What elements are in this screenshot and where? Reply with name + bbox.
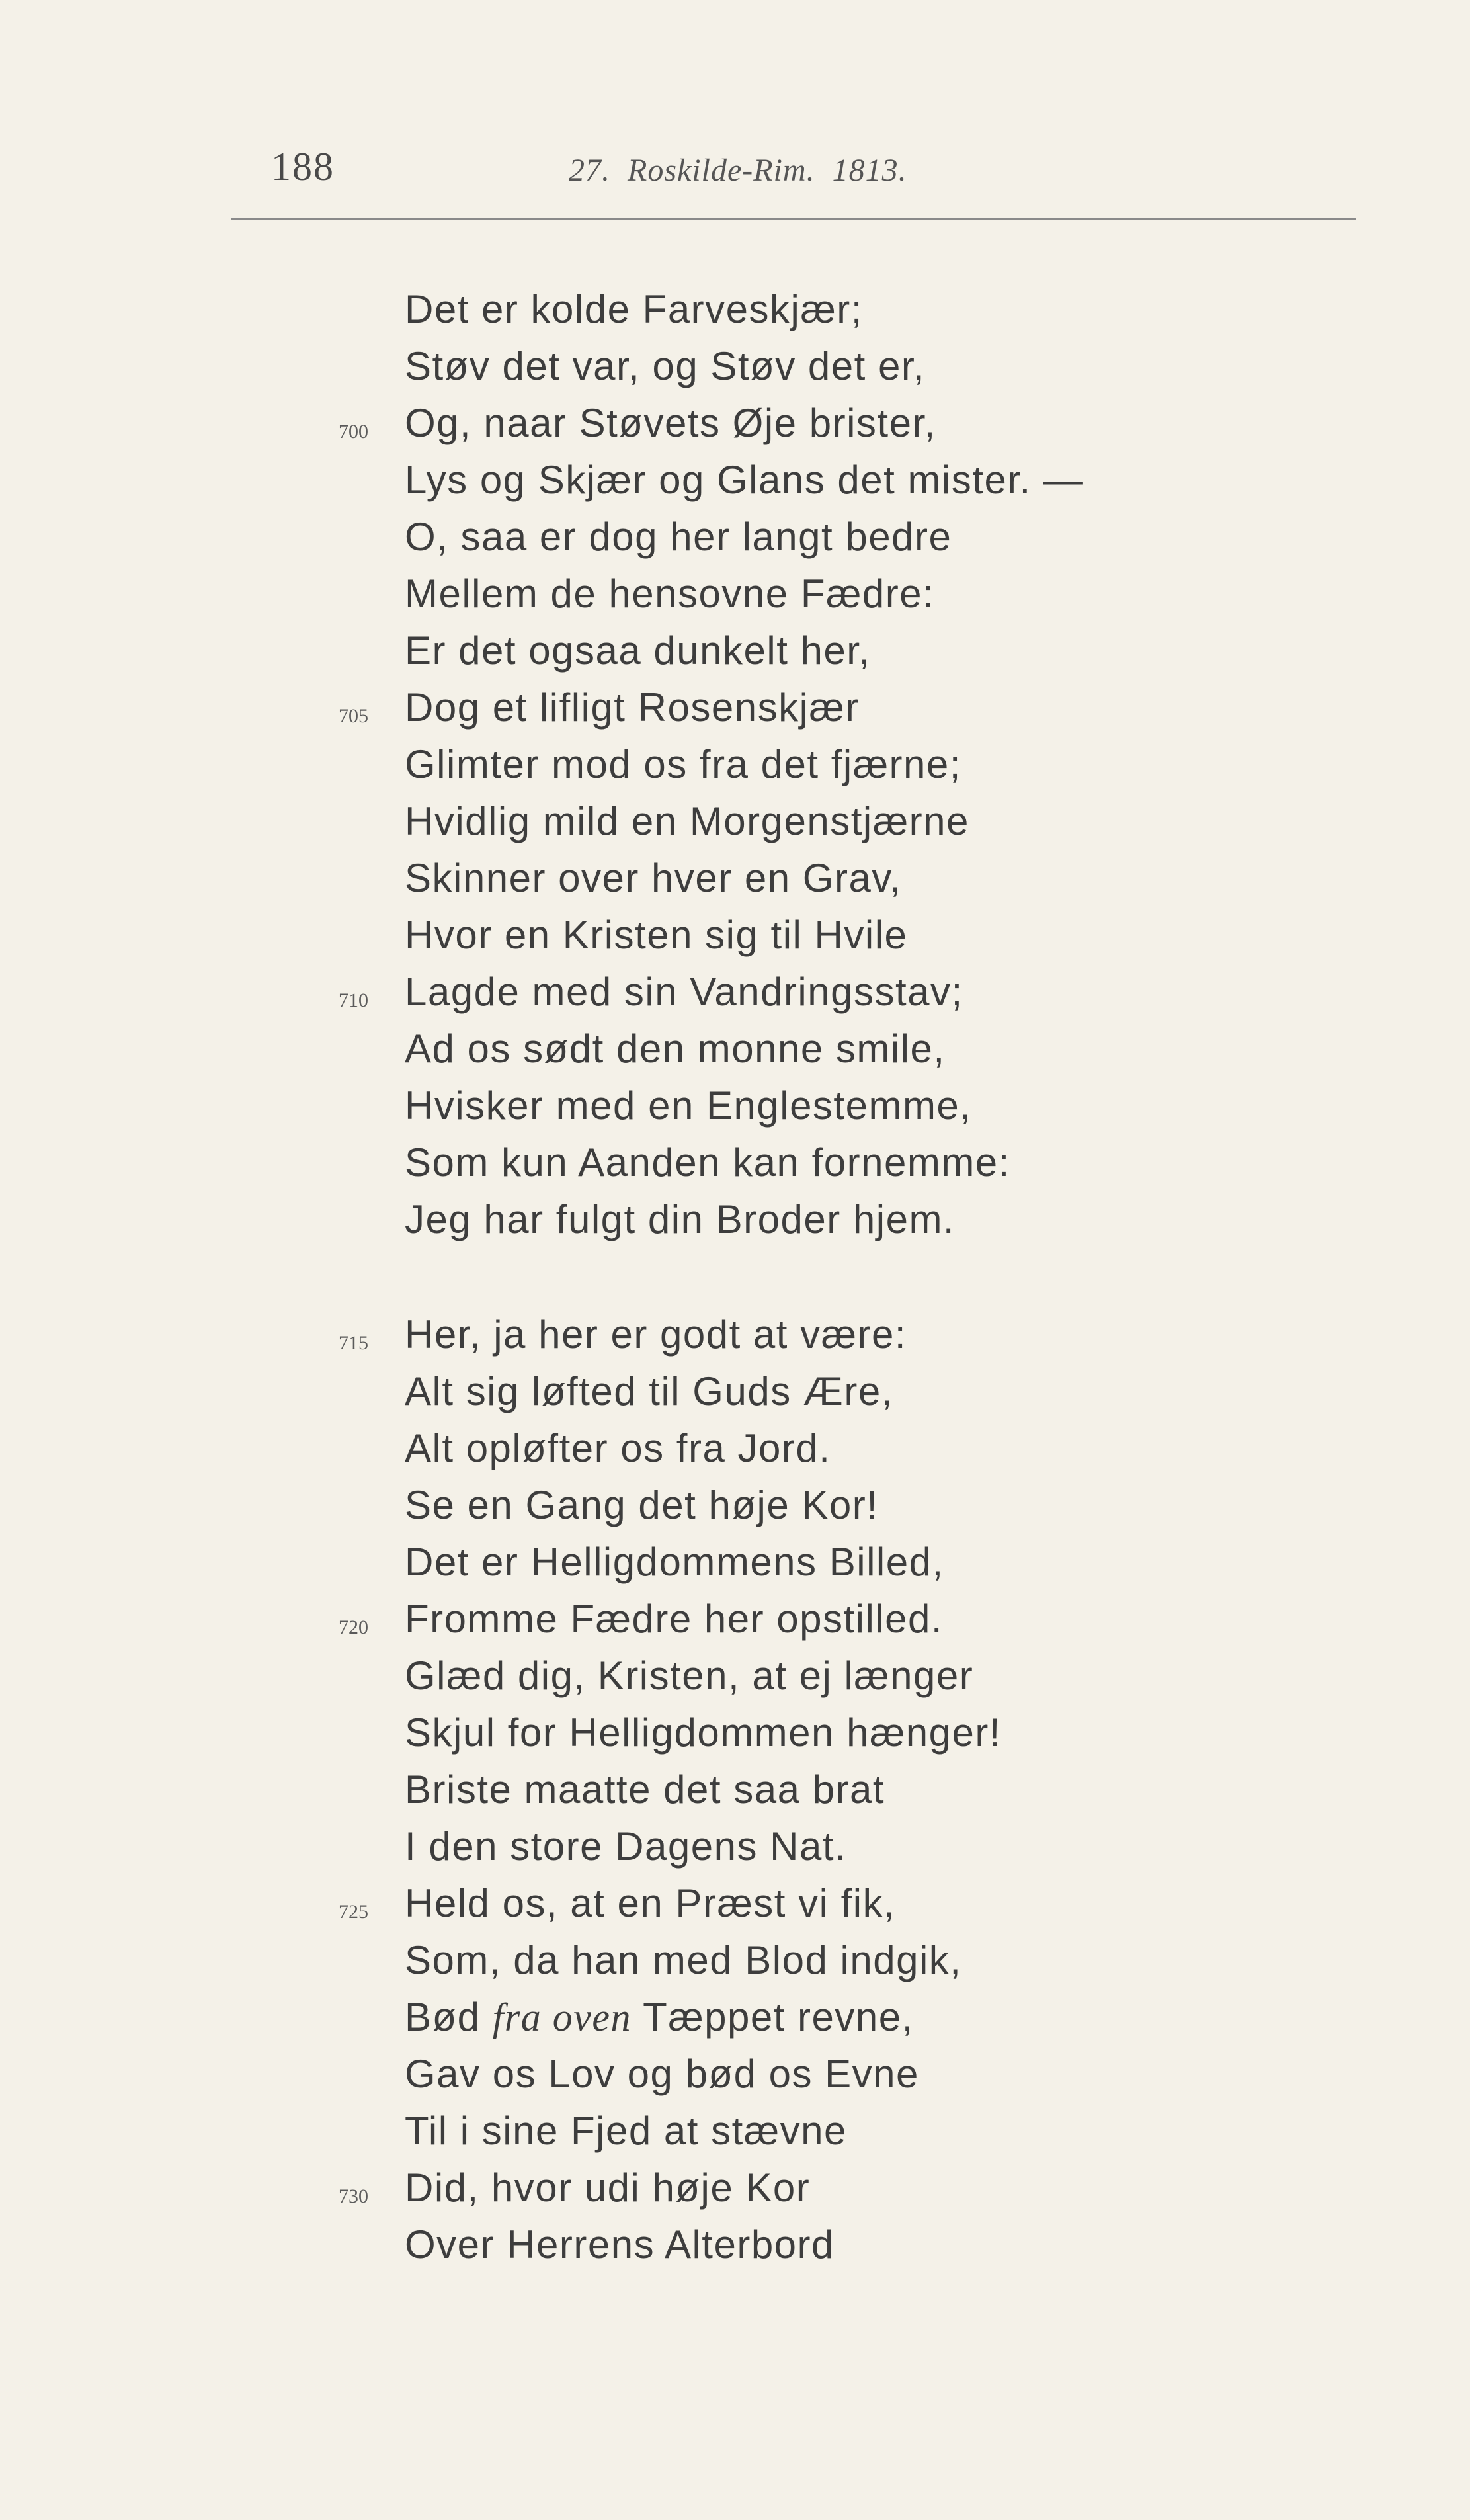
verse-line: Ad os sødt den monne smile,: [405, 1027, 946, 1071]
verse-line: Briste maatte det saa brat: [405, 1767, 885, 1812]
verse-line: Hvisker med en Englestemme,: [405, 1083, 972, 1128]
verse-line: Fromme Fædre her opstilled.: [405, 1597, 944, 1641]
verse-line: Det er kolde Farveskjær;: [405, 287, 863, 331]
verse-line: Og, naar Støvets Øje brister,: [405, 401, 936, 445]
verse-line: Hvidlig mild en Morgenstjærne: [405, 799, 969, 843]
line-number: 720: [339, 1617, 368, 1638]
line-number: 715: [339, 1332, 368, 1354]
verse-line: Glimter mod os fra det fjærne;: [405, 742, 961, 786]
verse-line: [405, 1997, 914, 2037]
verse-line-emphasis: fra oven: [492, 1995, 632, 2039]
verse-line: Støv det var, og Støv det er,: [405, 344, 926, 388]
verse-line: Dog et lifligt Rosenskjær: [405, 685, 860, 730]
line-number: 700: [339, 421, 368, 442]
page-number: 188: [271, 145, 335, 189]
verse-line: Alt opløfter os fra Jord.: [405, 1426, 831, 1470]
verse-line: Som kun Aanden kan fornemme:: [405, 1140, 1010, 1185]
verse-line-text: Bød: [405, 1995, 493, 2039]
verse-line: Lys og Skjær og Glans det mister. —: [405, 458, 1084, 502]
verse-line: Jeg har fulgt din Broder hjem.: [405, 1197, 956, 1241]
verse-line: Se en Gang det høje Kor!: [405, 1483, 879, 1527]
running-head: 27. Roskilde-Rim. 1813.: [569, 153, 907, 188]
verse-line: Her, ja her er godt at være:: [405, 1312, 907, 1357]
line-number: 710: [339, 989, 368, 1011]
verse-line: Lagde med sin Vandringsstav;: [405, 970, 963, 1014]
verse-line: Gav os Lov og bød os Evne: [405, 2052, 919, 2096]
verse-line: Over Herrens Alterbord: [405, 2222, 835, 2267]
line-number: 730: [339, 2185, 368, 2207]
verse-line: Did, hvor udi høje Kor: [405, 2165, 811, 2210]
verse-line: Held os, at en Præst vi fik,: [405, 1881, 896, 1925]
verse-line: Hvor en Kristen sig til Hvile: [405, 913, 908, 957]
verse-line: Til i sine Fjed at stævne: [405, 2109, 847, 2153]
line-number: 705: [339, 705, 368, 727]
line-number: 725: [339, 1901, 368, 1923]
verse-line: Som, da han med Blod indgik,: [405, 1938, 962, 1982]
verse-line: Er det ogsaa dunkelt her,: [405, 628, 871, 673]
verse-line-text: Tæppet revne,: [632, 1995, 914, 2039]
verse-line: I den store Dagens Nat.: [405, 1824, 847, 1869]
verse-line: Glæd dig, Kristen, at ej længer: [405, 1654, 974, 1698]
verse-line: Skjul for Helligdommen hænger!: [405, 1710, 1002, 1755]
verse-line: Skinner over hver en Grav,: [405, 856, 902, 900]
verse-line: O, saa er dog her langt bedre: [405, 515, 952, 559]
verse-line: Alt sig løfted til Guds Ære,: [405, 1369, 893, 1413]
verse-line: Det er Helligdommens Billed,: [405, 1540, 944, 1584]
verse-line: Mellem de hensovne Fædre:: [405, 571, 935, 616]
